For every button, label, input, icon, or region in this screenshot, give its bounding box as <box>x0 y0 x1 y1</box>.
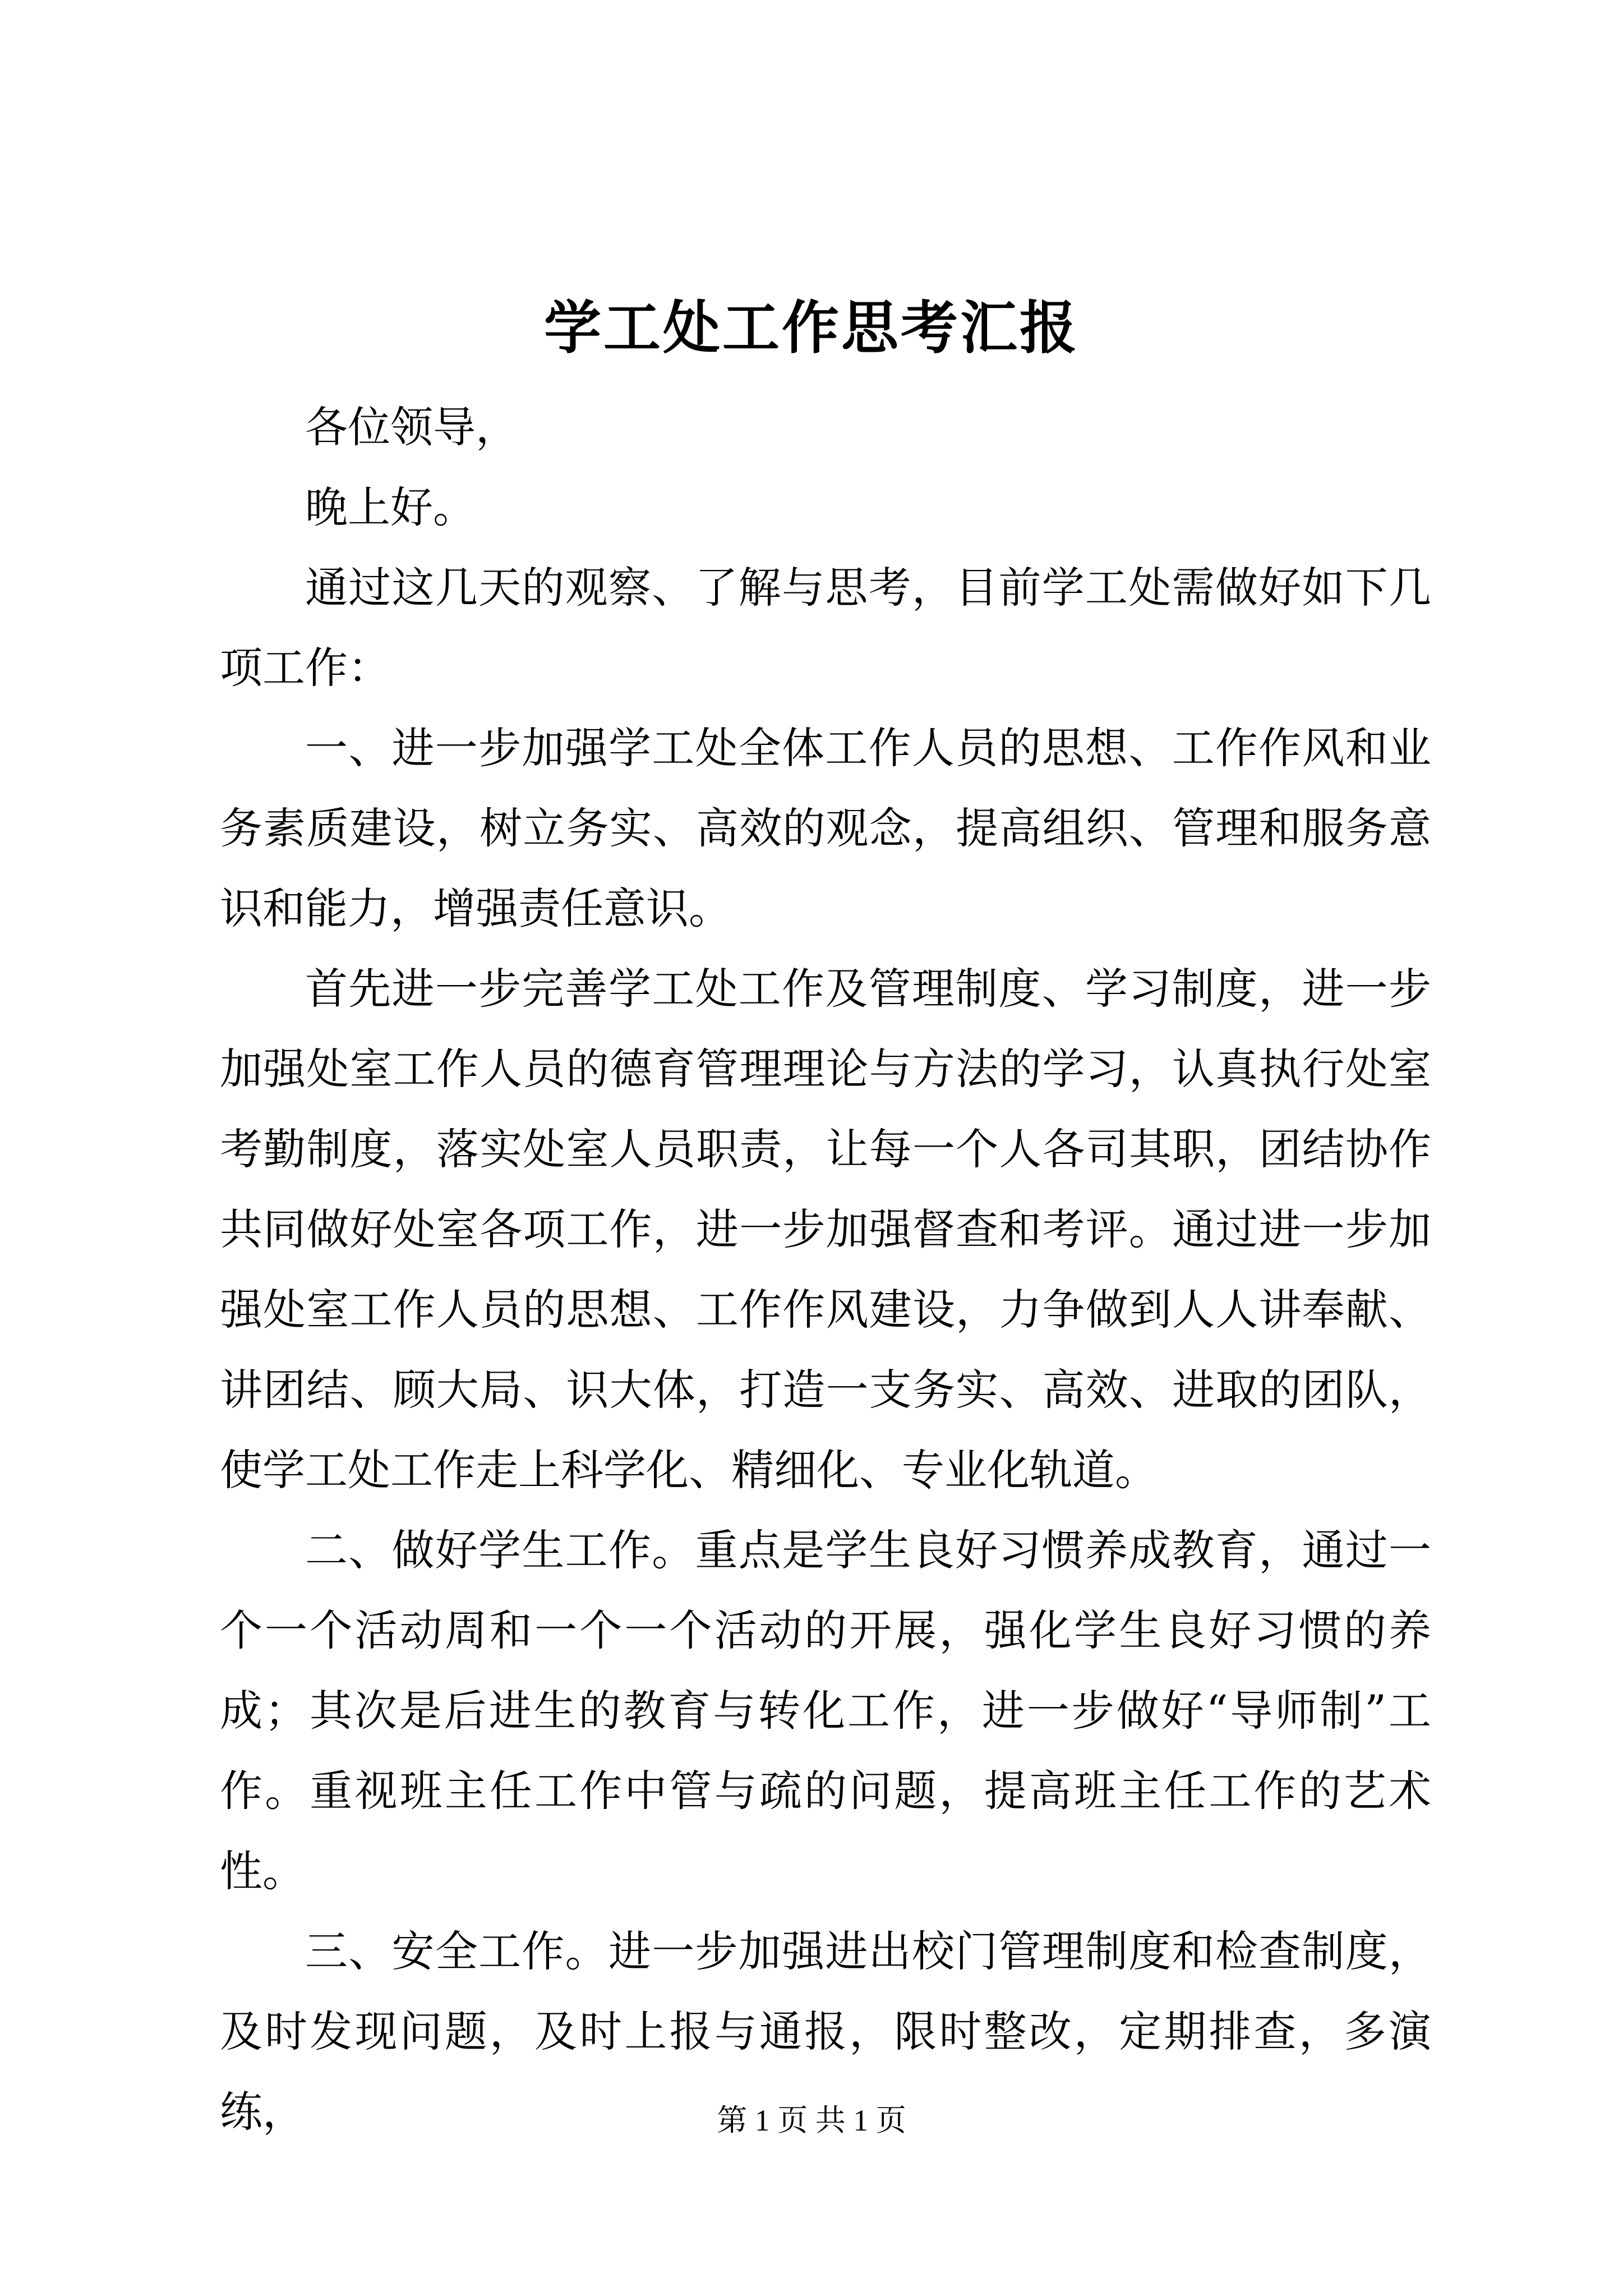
document-title: 学工处工作思考汇报 <box>544 295 1079 362</box>
paragraph-item-one: 一、进一步加强学工处全体工作人员的思想、工作作风和业务素质建设，树立务实、高效的观念，提高组织、管理和服务意识和能力，增强责任意识。 <box>220 723 1431 933</box>
paragraph-item-three: 三、安全工作。进一步加强进出校门管理制度和检查制度，及时发现问题，及时上报与通报，限时整改，定期排查，多演练， <box>220 1926 1431 2137</box>
page-number-footer: 第 1 页 共 1 页 <box>717 2104 906 2137</box>
document-body <box>220 387 1431 2152</box>
paragraph-salutation: 晚上好。 <box>305 482 476 532</box>
paragraph-item-one-detail: 首先进一步完善学工处工作及管理制度、学习制度，进一步加强处室工作人员的德育管理理论与方法的学习，认真执行处室考勤制度，落实处室人员职责，让每一个人各司其职，团结协作共同做好处室各项工作，进一步加强督查和考评。通过进一步加强处室工作人员的思想、工作作风建设，力争做到人人讲奉献、讲团结、顾大局、识大体，打造一支务实、高效、进取的团队，使学工处工作走上科学化、精细化、专业化轨道。 <box>220 964 1431 1495</box>
paragraph-greeting: 各位领导， <box>305 402 518 452</box>
paragraph-intro: 通过这几天的观察、了解与思考，目前学工处需做好如下几项工作： <box>220 563 1431 693</box>
paragraph-item-two: 二、做好学生工作。重点是学生良好习惯养成教育，通过一个一个活动周和一个一个活动的开展，强化学生良好习惯的养成；其次是后进生的教育与转化工作，进一步做好“导师制”工作。重视班主任工作中管与疏的问题，提高班主任工作的艺术性。 <box>220 1525 1431 1896</box>
